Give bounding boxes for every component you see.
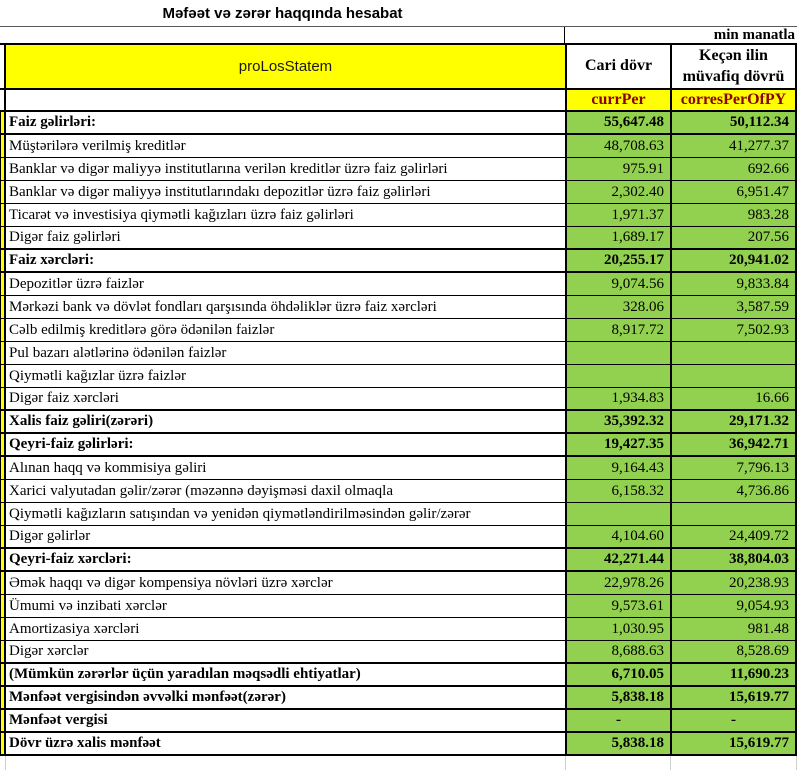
table-row — [0, 273, 797, 296]
table-row — [0, 181, 797, 204]
previous-value-cell[interactable]: 41,277.37 — [670, 135, 797, 158]
current-value-cell[interactable] — [565, 503, 670, 526]
previous-value-cell[interactable] — [670, 342, 797, 365]
current-value-cell[interactable] — [565, 342, 670, 365]
current-value-cell[interactable]: 9,573.61 — [565, 595, 670, 618]
row-label-cell[interactable]: Banklar və digər maliyyə institutlarındakı depozitlər üzrə faiz gəlirləri — [6, 181, 565, 204]
unit-row-empty-cell[interactable] — [565, 27, 670, 43]
row-label-cell[interactable]: (Mümkün zərərlər üçün yaradılan məqsədli ehtiyatlar) — [6, 664, 565, 687]
table-row — [0, 135, 797, 158]
current-value-cell[interactable]: 8,688.63 — [565, 641, 670, 664]
row-label-cell[interactable]: Banklar və digər maliyyə institutlarına verilən kreditlər üzrə faiz gəlirləri — [6, 158, 565, 181]
current-value-cell[interactable]: 42,271.44 — [565, 549, 670, 572]
current-value-cell[interactable]: 55,647.48 — [565, 112, 670, 135]
table-code-row — [0, 90, 797, 112]
table-row — [0, 388, 797, 411]
previous-value-cell[interactable]: - — [670, 710, 797, 733]
row-label-cell[interactable]: Müştərilərə verilmiş kreditlər — [6, 135, 565, 158]
table-row — [0, 641, 797, 664]
table-row — [0, 434, 797, 457]
previous-value-cell[interactable]: 9,833.84 — [670, 273, 797, 296]
row-label-cell[interactable]: Qeyri-faiz gəlirləri: — [6, 434, 565, 457]
previous-value-cell[interactable]: 15,619.77 — [670, 733, 797, 756]
row-label-cell[interactable]: Ümumi və inzibati xərclər — [6, 595, 565, 618]
previous-value-cell[interactable]: 16.66 — [670, 388, 797, 411]
row-label-cell[interactable]: Faiz xərcləri: — [6, 250, 565, 273]
previous-value-cell[interactable]: 7,502.93 — [670, 319, 797, 342]
previous-value-cell[interactable]: 6,951.47 — [670, 181, 797, 204]
table-body — [0, 112, 797, 756]
previous-value-cell[interactable]: 207.56 — [670, 227, 797, 250]
table-row — [0, 319, 797, 342]
row-label-cell[interactable]: Digər xərclər — [6, 641, 565, 664]
row-label-cell[interactable]: Qeyri-faiz xərcləri: — [6, 549, 565, 572]
table-row — [0, 664, 797, 687]
table-row — [0, 710, 797, 733]
table-row — [0, 411, 797, 434]
current-value-cell[interactable]: 5,838.18 — [565, 733, 670, 756]
table-row — [0, 572, 797, 595]
current-value-cell[interactable]: 4,104.60 — [565, 526, 670, 549]
table-row — [0, 618, 797, 641]
code-empty-cell[interactable] — [6, 90, 565, 112]
unit-row-empty-cell[interactable] — [0, 27, 565, 43]
current-value-cell[interactable]: 6,158.32 — [565, 480, 670, 503]
row-label-cell[interactable]: Digər gəlirlər — [6, 526, 565, 549]
current-value-cell[interactable]: - — [565, 710, 670, 733]
current-value-cell[interactable]: 6,710.05 — [565, 664, 670, 687]
current-value-cell[interactable]: 35,392.32 — [565, 411, 670, 434]
previous-value-cell[interactable]: 983.28 — [670, 204, 797, 227]
table-row — [0, 503, 797, 526]
row-label-cell[interactable]: Alınan haqq və kommisiya gəliri — [6, 457, 565, 480]
table-row — [0, 342, 797, 365]
table-row — [0, 549, 797, 572]
header-name-cell[interactable]: proLosStatem — [6, 45, 565, 90]
previous-value-cell[interactable]: 38,804.03 — [670, 549, 797, 572]
row-label-cell[interactable]: Xalis faiz gəliri(zərəri) — [6, 411, 565, 434]
header-current-period-cell[interactable]: Cari dövr — [565, 45, 670, 90]
table-row — [0, 457, 797, 480]
table-row — [0, 733, 797, 756]
previous-value-cell[interactable]: 9,054.93 — [670, 595, 797, 618]
row-label-cell[interactable]: Dövr üzrə xalis mənfəət — [6, 733, 565, 756]
previous-value-cell[interactable]: 7,796.13 — [670, 457, 797, 480]
row-label-cell[interactable]: Cəlb edilmiş kreditlərə görə ödənilən faizlər — [6, 319, 565, 342]
table-row — [0, 158, 797, 181]
table-row — [0, 687, 797, 710]
current-value-cell[interactable]: 1,689.17 — [565, 227, 670, 250]
previous-value-cell[interactable] — [670, 503, 797, 526]
gridline — [670, 756, 797, 770]
page-title: Məfəət və zərər haqqında hesabat — [162, 4, 403, 22]
current-value-cell[interactable]: 9,164.43 — [565, 457, 670, 480]
table-header-row — [0, 43, 797, 90]
current-value-cell[interactable]: 975.91 — [565, 158, 670, 181]
current-value-cell[interactable]: 1,934.83 — [565, 388, 670, 411]
current-value-cell[interactable]: 1,030.95 — [565, 618, 670, 641]
table-row — [0, 365, 797, 388]
row-label-cell[interactable]: Digər faiz xərcləri — [6, 388, 565, 411]
row-label-cell[interactable]: Ticarət və investisiya qiymətli kağızları üzrə faiz gəlirləri — [6, 204, 565, 227]
row-label-cell[interactable]: Mənfəət vergisi — [6, 710, 565, 733]
current-value-cell[interactable] — [565, 365, 670, 388]
row-label-cell[interactable]: Digər faiz gəlirləri — [6, 227, 565, 250]
pl-table — [0, 43, 797, 756]
current-value-cell[interactable]: 1,971.37 — [565, 204, 670, 227]
table-row — [0, 526, 797, 549]
current-value-cell[interactable]: 9,074.56 — [565, 273, 670, 296]
previous-value-cell[interactable] — [670, 365, 797, 388]
current-value-cell[interactable]: 5,838.18 — [565, 687, 670, 710]
header-previous-period-cell[interactable]: Keçən ilin müvafiq dövrü — [670, 45, 797, 90]
unit-row — [0, 26, 797, 43]
current-value-cell[interactable]: 20,255.17 — [565, 250, 670, 273]
row-label-cell[interactable]: Depozitlər üzrə faizlər — [6, 273, 565, 296]
table-row — [0, 250, 797, 273]
row-label-cell[interactable]: Mənfəət vergisindən əvvəlki mənfəət(zərər) — [6, 687, 565, 710]
unit-note[interactable]: min manatla — [713, 26, 795, 43]
row-label-cell[interactable]: Qiymətli kağızlar üzrə faizlər — [6, 365, 565, 388]
current-value-cell[interactable]: 22,978.26 — [565, 572, 670, 595]
row-label-cell[interactable]: Pul bazarı alətlərinə ödənilən faizlər — [6, 342, 565, 365]
table-row — [0, 204, 797, 227]
previous-value-cell[interactable]: 4,736.86 — [670, 480, 797, 503]
current-value-cell[interactable]: 2,302.40 — [565, 181, 670, 204]
previous-value-cell[interactable]: 981.48 — [670, 618, 797, 641]
empty-grid-area — [0, 756, 797, 770]
previous-value-cell[interactable]: 24,409.72 — [670, 526, 797, 549]
table-row — [0, 296, 797, 319]
gridline — [565, 756, 670, 770]
previous-value-cell[interactable]: 11,690.23 — [670, 664, 797, 687]
row-label-cell[interactable]: Faiz gəlirləri: — [6, 112, 565, 135]
row-label-cell[interactable]: Qiymətli kağızların satışından və yenidən qiymətləndirilməsindən gəlir/zərər — [6, 503, 565, 526]
previous-value-cell[interactable]: 3,587.59 — [670, 296, 797, 319]
table-row — [0, 595, 797, 618]
current-value-cell[interactable]: 48,708.63 — [565, 135, 670, 158]
current-value-cell[interactable]: 8,917.72 — [565, 319, 670, 342]
gridline — [6, 756, 565, 770]
previous-value-cell[interactable]: 15,619.77 — [670, 687, 797, 710]
row-label-cell[interactable]: Əmək haqqı və digər kompensiya növləri üzrə xərclər — [6, 572, 565, 595]
row-label-cell[interactable]: Amortizasiya xərcləri — [6, 618, 565, 641]
table-row — [0, 112, 797, 135]
table-row — [0, 227, 797, 250]
previous-value-cell[interactable]: 20,941.02 — [670, 250, 797, 273]
row-label-cell[interactable]: Mərkəzi bank və dövlət fondları qarşısında öhdəliklər üzrə faiz xərcləri — [6, 296, 565, 319]
previous-value-cell[interactable]: 692.66 — [670, 158, 797, 181]
current-value-cell[interactable]: 328.06 — [565, 296, 670, 319]
code-current-cell[interactable]: currPer — [565, 90, 670, 112]
previous-value-cell[interactable]: 36,942.71 — [670, 434, 797, 457]
previous-value-cell[interactable]: 20,238.93 — [670, 572, 797, 595]
table-row — [0, 480, 797, 503]
previous-value-cell[interactable]: 50,112.34 — [670, 112, 797, 135]
previous-value-cell[interactable]: 29,171.32 — [670, 411, 797, 434]
row-label-cell[interactable]: Xarici valyutadan gəlir/zərər (məzənnə dəyişməsi daxil olmaqla — [6, 480, 565, 503]
current-value-cell[interactable]: 19,427.35 — [565, 434, 670, 457]
previous-value-cell[interactable]: 8,528.69 — [670, 641, 797, 664]
code-previous-cell[interactable]: corresPerOfPY — [670, 90, 797, 112]
